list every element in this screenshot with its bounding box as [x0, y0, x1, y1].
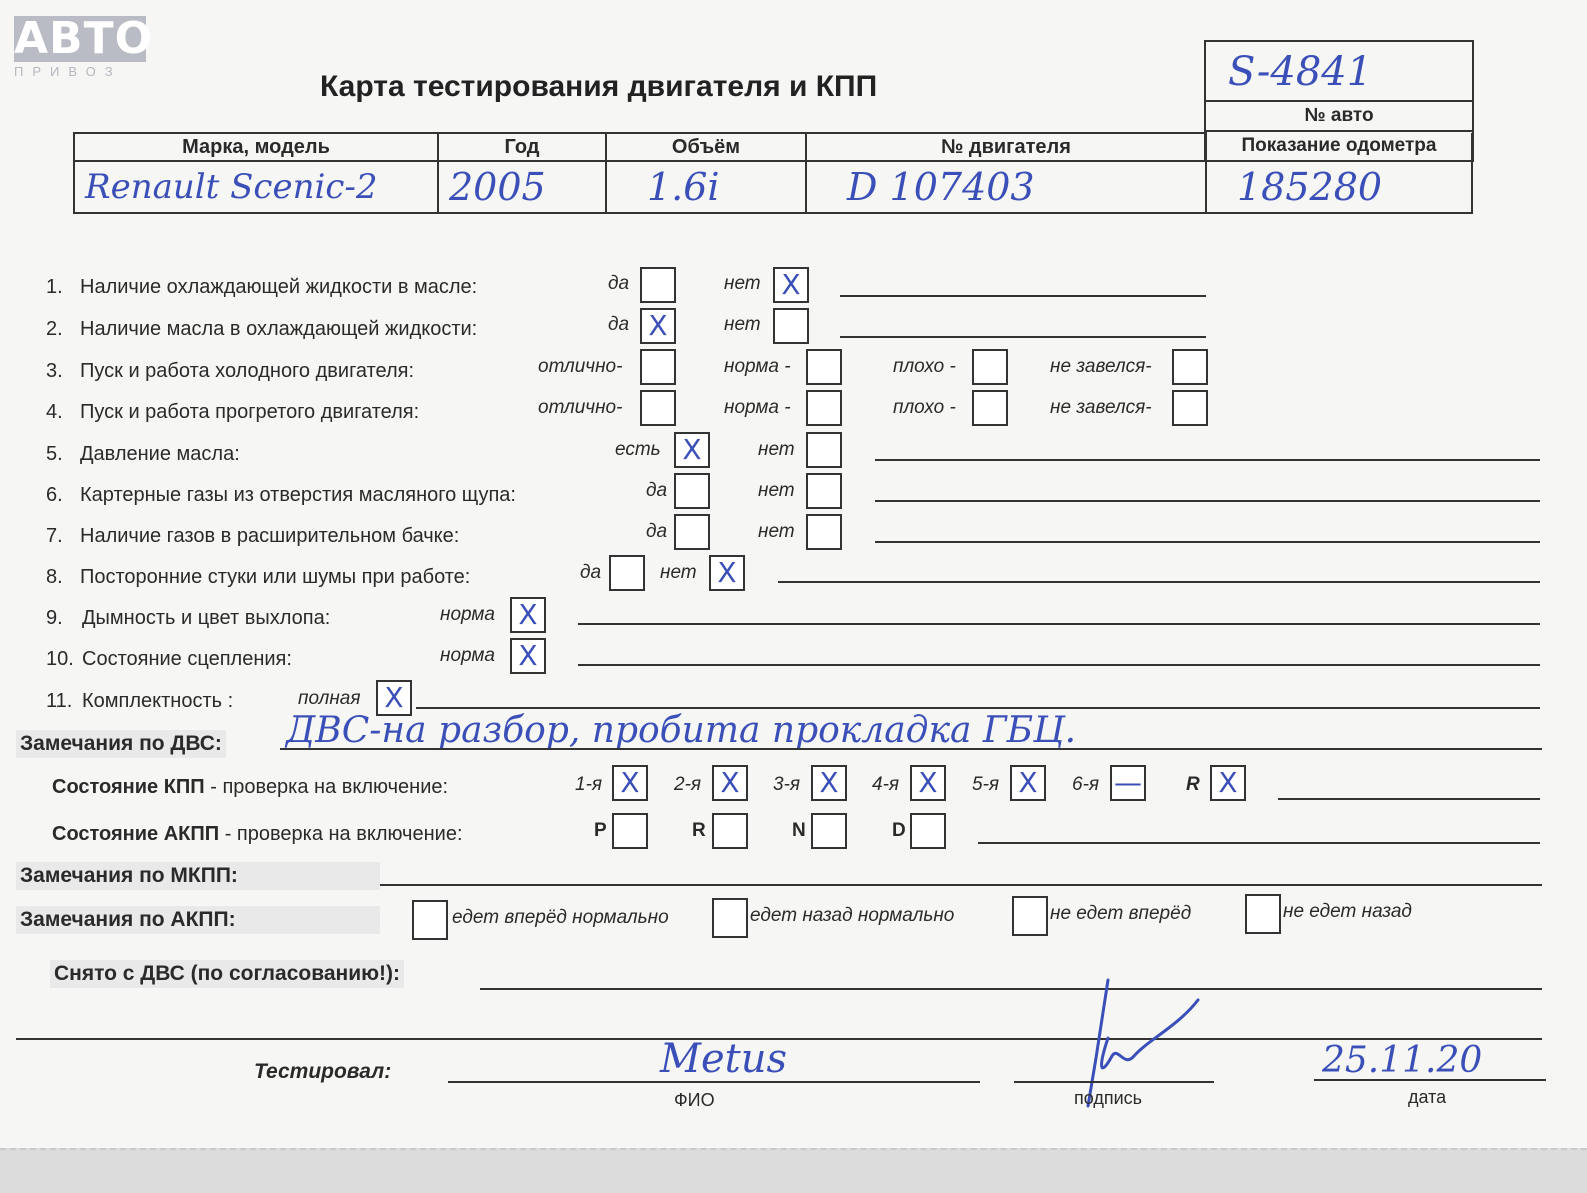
item-8-yes-checkbox[interactable]: [609, 555, 645, 591]
gear-1-checkbox[interactable]: X: [612, 765, 648, 801]
mkpp-notes-line[interactable]: [380, 884, 1542, 886]
item-1-no-checkbox[interactable]: X: [773, 267, 809, 303]
year-label: Год: [438, 133, 606, 161]
item-9-norm-label: норма: [440, 604, 495, 625]
akpp-no-forward-label: не едет вперёд: [1050, 903, 1192, 924]
item-2-no-checkbox[interactable]: [773, 308, 809, 344]
item-10-norm-checkbox[interactable]: X: [510, 638, 546, 674]
item-1-text: Наличие охлаждающей жидкости в масле:: [80, 276, 478, 298]
odometer-label: Показание одометра: [1241, 135, 1437, 156]
engine-label: № двигателя: [806, 133, 1206, 161]
item-6-text: Картерные газы из отверстия масляного щупа:: [80, 484, 516, 506]
item-5-no-checkbox[interactable]: [806, 432, 842, 468]
item-11-number: 11.: [46, 690, 73, 712]
item-8-notes-line[interactable]: [778, 581, 1540, 583]
item-10-notes-line[interactable]: [578, 664, 1540, 666]
item-2-text: Наличие масла в охлаждающей жидкости:: [80, 318, 478, 340]
mode-n-label: N: [792, 820, 806, 841]
item-10-number: 10.: [46, 648, 74, 670]
item-3-opt3-checkbox[interactable]: [972, 349, 1008, 385]
akpp-no-reverse-label: не едет назад: [1283, 901, 1412, 922]
item-4-opt3-checkbox[interactable]: [972, 390, 1008, 426]
gear-2-label: 2-я: [674, 774, 702, 795]
vehicle-header-table: [73, 132, 1473, 214]
item-10-text: Состояние сцепления:: [82, 648, 292, 670]
item-6-no-checkbox[interactable]: [806, 473, 842, 509]
gear-6-label: 6-я: [1072, 774, 1100, 795]
logo-sub: ПРИВОЗ: [14, 64, 122, 79]
item-3-number: 3.: [46, 360, 63, 382]
akpp-label: [52, 823, 463, 846]
item-11-notes-line[interactable]: [416, 707, 1540, 709]
item-9-norm-checkbox[interactable]: X: [510, 597, 546, 633]
gear-5-label: 5-я: [972, 774, 1000, 795]
mode-p-checkbox[interactable]: [612, 813, 648, 849]
item-4-opt2-checkbox[interactable]: [806, 390, 842, 426]
item-5-yes-label: есть: [615, 439, 661, 460]
item-1-yes-label: да: [608, 273, 630, 294]
dvs-notes-line[interactable]: [280, 748, 1542, 750]
item-8-yes-label: да: [580, 562, 602, 583]
gear-3-checkbox[interactable]: X: [811, 765, 847, 801]
akpp-reverse-ok-checkbox[interactable]: [712, 898, 748, 938]
gear-1-label: 1-я: [575, 774, 603, 795]
item-6-notes-line[interactable]: [875, 500, 1540, 502]
item-6-number: 6.: [46, 484, 63, 506]
mkpp-notes-label: Замечания по МКПП:: [16, 862, 380, 890]
item-9-notes-line[interactable]: [578, 623, 1540, 625]
item-11-full-label: полная: [298, 688, 361, 709]
item-6-no-label: нет: [758, 480, 795, 501]
dvs-notes-value[interactable]: ДВС-на разбор, пробита прокладка ГБЦ.: [286, 710, 1077, 751]
volume-label: Объём: [606, 133, 806, 161]
mode-d-label: D: [892, 820, 906, 841]
akpp-no-forward-checkbox[interactable]: [1012, 896, 1048, 936]
item-7-no-checkbox[interactable]: [806, 514, 842, 550]
item-8-no-label: нет: [660, 562, 697, 583]
avtoprivoz-logo: [14, 13, 154, 79]
item-4-opt4-label: не завелся-: [1050, 397, 1152, 418]
date-value[interactable]: 25.11.20: [1322, 1040, 1483, 1081]
auto-number-value[interactable]: S-4841: [1206, 42, 1472, 102]
item-7-notes-line[interactable]: [875, 541, 1540, 543]
item-5-notes-line[interactable]: [875, 459, 1540, 461]
item-10-norm-label: норма: [440, 645, 495, 666]
item-11-text: Комплектность :: [82, 690, 234, 712]
item-7-no-label: нет: [758, 521, 795, 542]
item-11-full-checkbox[interactable]: X: [376, 680, 412, 716]
auto-number-label: № авто: [1206, 102, 1472, 132]
item-6-yes-label: да: [646, 480, 668, 501]
mode-r-label: R: [692, 820, 706, 841]
item-3-opt3-label: плохо -: [893, 356, 956, 377]
akpp-no-reverse-checkbox[interactable]: [1245, 894, 1281, 934]
mode-r-checkbox[interactable]: [712, 813, 748, 849]
item-4-number: 4.: [46, 401, 63, 423]
item-1-yes-checkbox[interactable]: [640, 267, 676, 303]
year-value[interactable]: 2005: [438, 161, 606, 213]
item-3-opt4-checkbox[interactable]: [1172, 349, 1208, 385]
item-1-number: 1.: [46, 276, 63, 298]
item-1-notes-line[interactable]: [840, 295, 1206, 297]
kpp-label: [52, 776, 448, 799]
logo-main: АВТО: [14, 13, 154, 64]
gear-4-checkbox[interactable]: X: [910, 765, 946, 801]
item-7-yes-checkbox[interactable]: [674, 514, 710, 550]
item-7-number: 7.: [46, 525, 63, 547]
make-value[interactable]: Renault Scenic-2: [74, 161, 438, 213]
removed-line-1[interactable]: [480, 988, 1542, 990]
item-7-yes-label: да: [646, 521, 668, 542]
item-8-number: 8.: [46, 566, 63, 588]
volume-value[interactable]: 1.6i: [606, 161, 806, 213]
mode-p-label: P: [594, 820, 607, 841]
item-9-text: Дымность и цвет выхлопа:: [82, 607, 331, 629]
item-4-opt3-label: плохо -: [893, 397, 956, 418]
gear-r-label: R: [1186, 774, 1200, 795]
item-2-notes-line[interactable]: [840, 336, 1206, 338]
removed-label: Снято с ДВС (по согласованию!):: [50, 960, 404, 988]
item-5-text: Давление масла:: [80, 443, 240, 465]
item-5-no-label: нет: [758, 439, 795, 460]
gear-r-checkbox[interactable]: X: [1210, 765, 1246, 801]
item-5-yes-checkbox[interactable]: X: [674, 432, 710, 468]
kpp-label-rest: - проверка на включение:: [204, 776, 449, 798]
signature-line[interactable]: [1014, 1081, 1214, 1083]
item-7-text: Наличие газов в расширительном бачке:: [80, 525, 460, 547]
page-title: Карта тестирования двигателя и КПП: [320, 70, 878, 103]
odometer-header-cell: [1206, 133, 1472, 161]
item-3-opt2-label: норма -: [724, 356, 791, 377]
item-2-number: 2.: [46, 318, 63, 340]
gear-4-label: 4-я: [872, 774, 900, 795]
date-line[interactable]: [1314, 1079, 1546, 1081]
tested-label: Тестировал:: [254, 1060, 392, 1083]
akpp-notes-label: Замечания по АКПП:: [16, 906, 380, 934]
date-label: дата: [1408, 1087, 1447, 1107]
item-1-no-label: нет: [724, 273, 761, 294]
tester-name-value[interactable]: Metus: [660, 1036, 787, 1082]
kpp-label-bold: Состояние КПП: [52, 776, 205, 798]
fio-label: ФИО: [674, 1090, 715, 1110]
akpp-label-rest: - проверка на включение:: [219, 823, 463, 845]
item-2-no-label: нет: [724, 314, 761, 335]
item-4-text: Пуск и работа прогретого двигателя:: [80, 401, 420, 423]
item-8-text: Посторонние стуки или шумы при работе:: [80, 566, 471, 588]
item-6-yes-checkbox[interactable]: [674, 473, 710, 509]
akpp-label-bold: Состояние АКПП: [52, 823, 220, 845]
item-4-opt1-label: отлично-: [538, 397, 623, 418]
item-4-opt1-checkbox[interactable]: [640, 390, 676, 426]
torn-edge: [0, 1148, 1587, 1193]
item-3-opt1-label: отлично-: [538, 356, 623, 377]
gear-3-label: 3-я: [773, 774, 801, 795]
mode-d-checkbox[interactable]: [910, 813, 946, 849]
item-8-no-checkbox[interactable]: X: [709, 555, 745, 591]
engine-value[interactable]: D 107403: [806, 161, 1206, 213]
item-4-opt4-checkbox[interactable]: [1172, 390, 1208, 426]
fio-line[interactable]: [448, 1081, 980, 1083]
odometer-value[interactable]: 185280: [1206, 161, 1472, 213]
item-3-text: Пуск и работа холодного двигателя:: [80, 360, 415, 382]
item-3-opt4-label: не завелся-: [1050, 356, 1152, 377]
item-9-number: 9.: [46, 607, 63, 629]
akpp-reverse-ok-label: едет назад нормально: [750, 905, 955, 926]
gear-2-checkbox[interactable]: X: [712, 765, 748, 801]
item-2-yes-checkbox[interactable]: X: [640, 308, 676, 344]
make-label: Марка, модель: [74, 133, 438, 161]
akpp-forward-ok-label: едет вперёд нормально: [452, 907, 669, 928]
item-3-opt2-checkbox[interactable]: [806, 349, 842, 385]
signature-label: подпись: [1074, 1088, 1143, 1108]
item-2-yes-label: да: [608, 314, 630, 335]
kpp-notes-line[interactable]: [1278, 798, 1540, 800]
item-5-number: 5.: [46, 443, 63, 465]
akpp-forward-ok-checkbox[interactable]: [412, 900, 448, 940]
dvs-notes-label: Замечания по ДВС:: [16, 730, 226, 758]
gear-6-checkbox[interactable]: —: [1110, 765, 1146, 801]
akpp-notes-line[interactable]: [978, 842, 1540, 844]
item-4-opt2-label: норма -: [724, 397, 791, 418]
mode-n-checkbox[interactable]: [811, 813, 847, 849]
gear-5-checkbox[interactable]: X: [1010, 765, 1046, 801]
item-3-opt1-checkbox[interactable]: [640, 349, 676, 385]
